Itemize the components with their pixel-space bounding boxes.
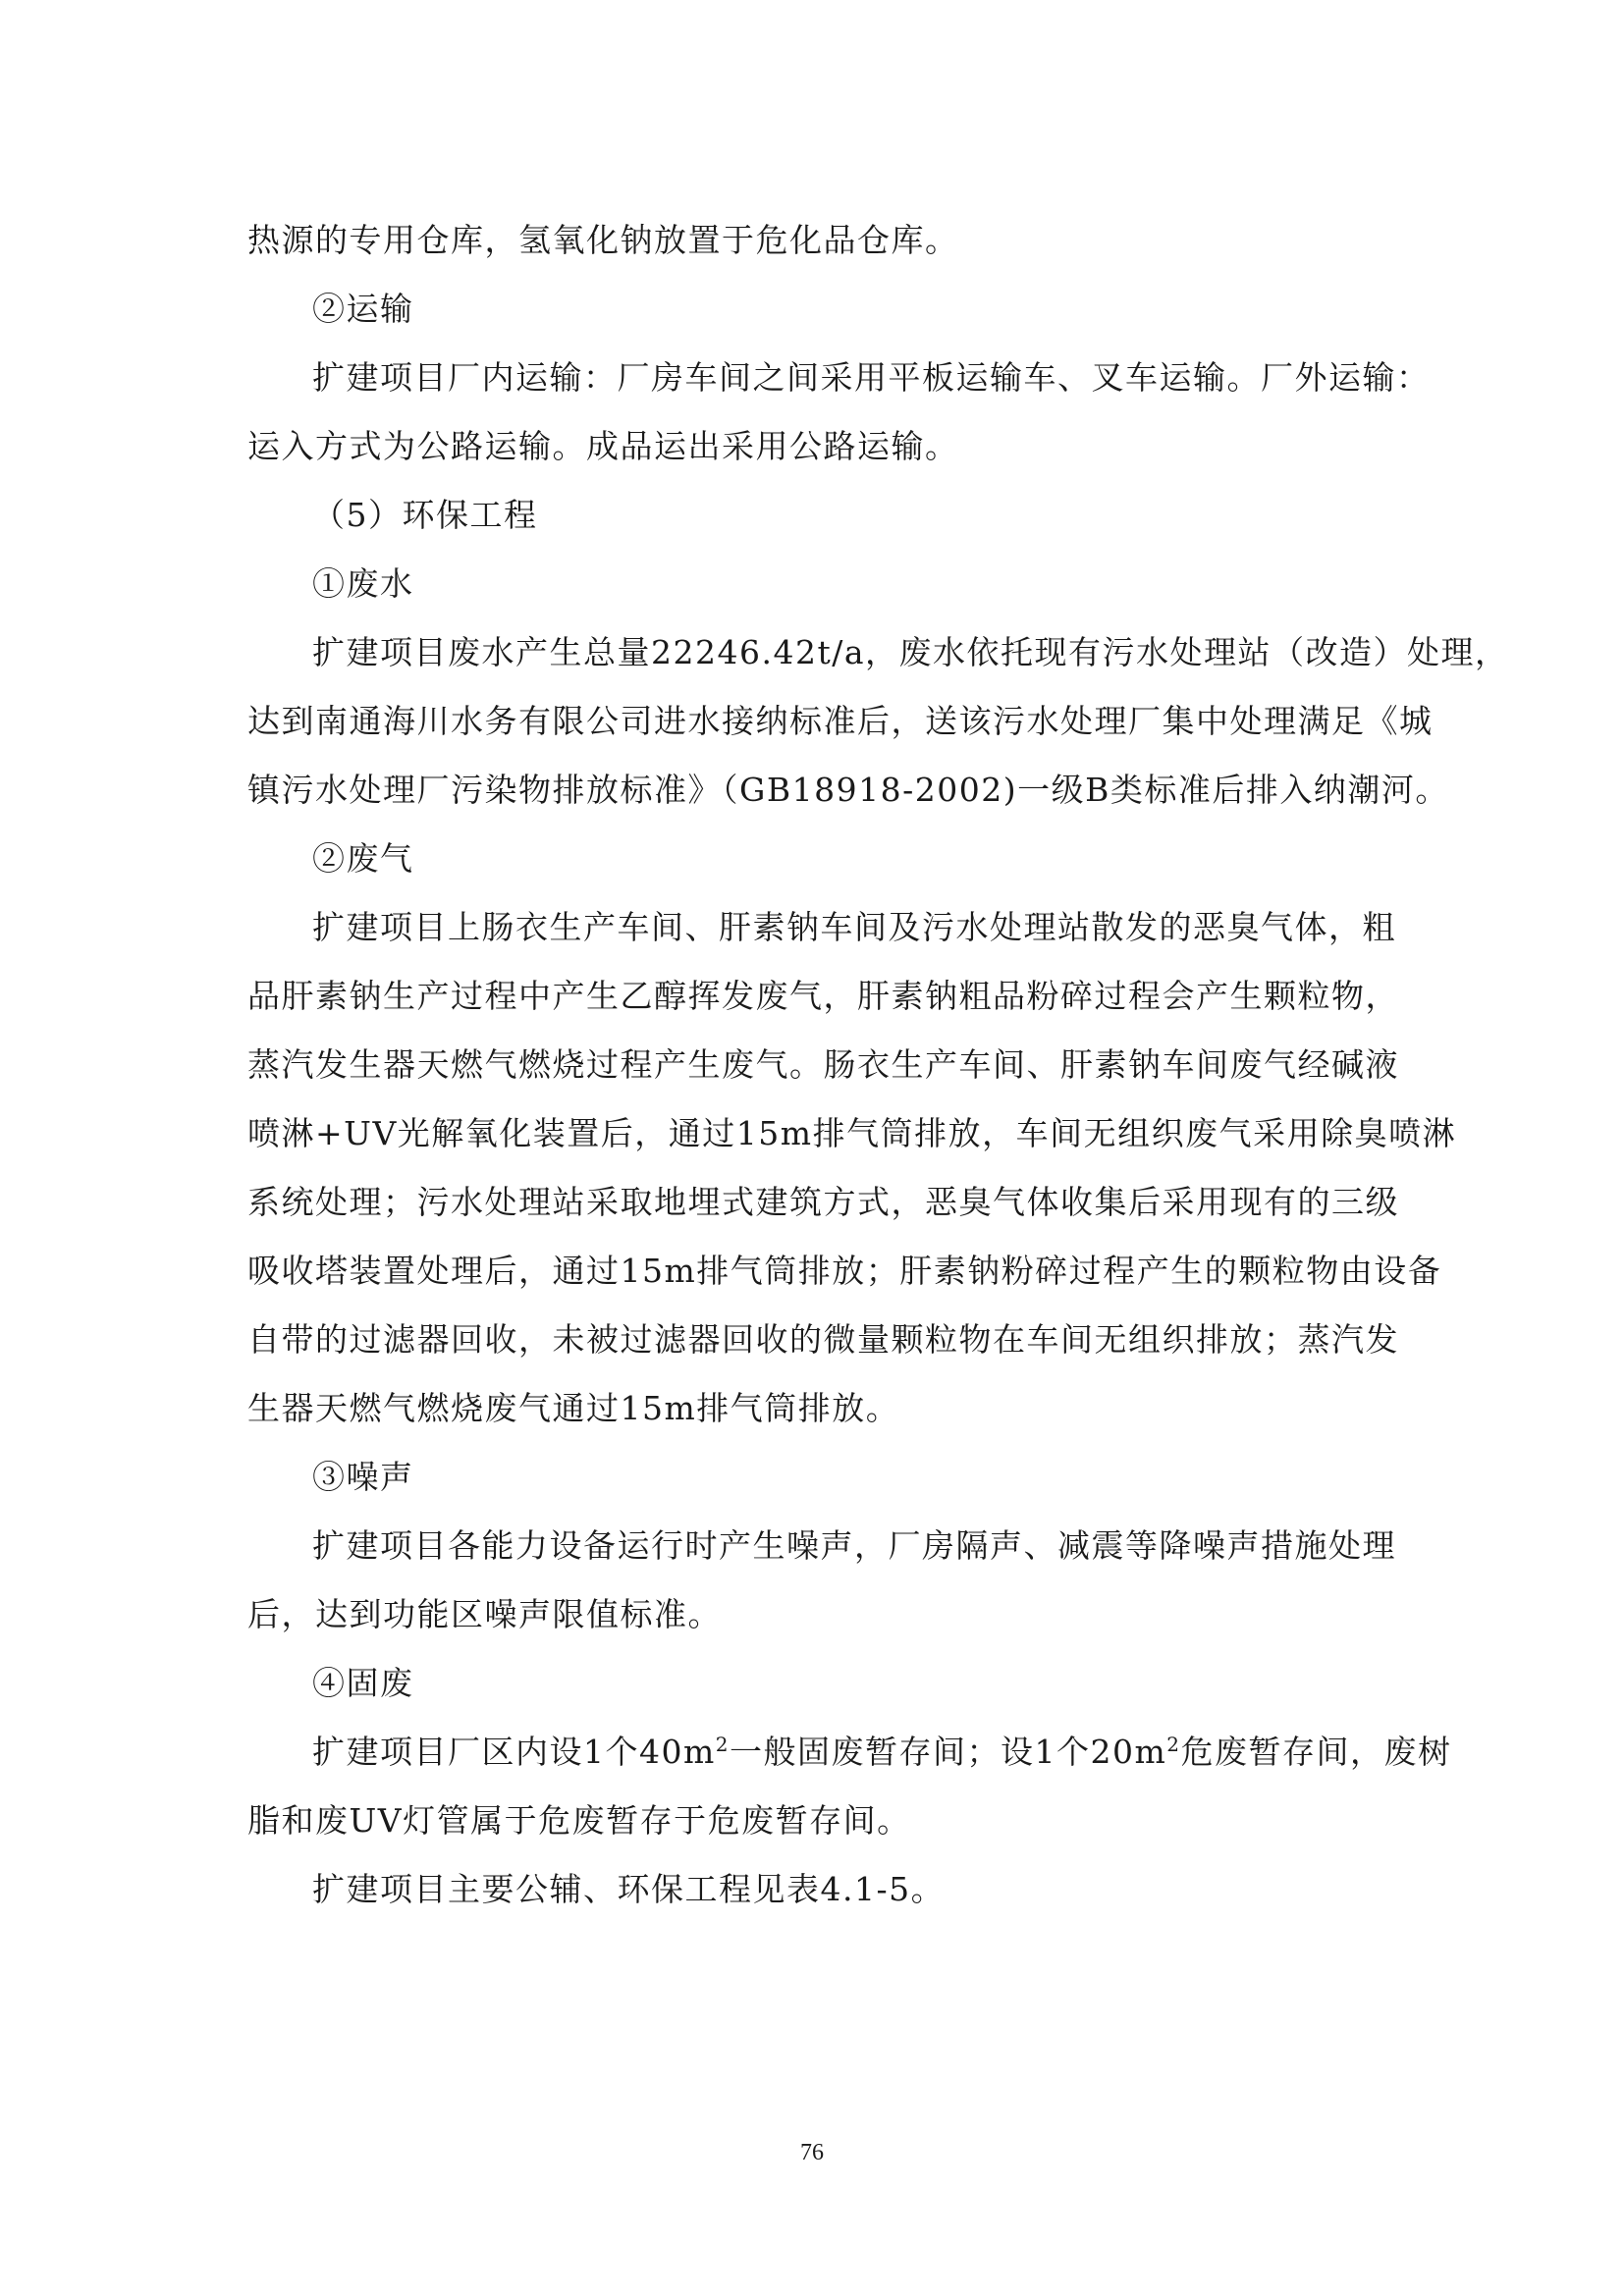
paragraph-line: 脂和废UV灯管属于危废暂存于危废暂存间。 [247,1801,911,1840]
paragraph-line: 喷淋+UV光解氧化装置后，通过15m排气筒排放，车间无组织废气采用除臭喷淋 [247,1114,1457,1152]
text-segment: 危废暂存间，废树 [1180,1733,1452,1771]
paragraph-line: 扩建项目上肠衣生产车间、肝素钠车间及污水处理站散发的恶臭气体，粗 [312,908,1396,946]
paragraph-line: 生器天燃气燃烧废气通过15m排气筒排放。 [247,1389,900,1427]
paragraph-line: 镇污水处理厂污染物排放标准》（GB18918-2002)一级B类标准后排入纳潮河。 [247,771,1449,809]
paragraph-line: 运入方式为公路运输。成品运出采用公路运输。 [247,427,959,465]
paragraph-line: 扩建项目主要公辅、环保工程见表4.1-5。 [312,1870,946,1908]
text-segment: 扩建项目厂区内设1个40m [312,1733,716,1771]
paragraph-line: 品肝素钠生产过程中产生乙醇挥发废气，肝素钠粗品粉碎过程会产生颗粒物， [247,977,1399,1015]
subsection-heading-wastewater: ①废水 [312,564,414,603]
page-number: 76 [800,2140,824,2165]
paragraph-line: 吸收塔装置处理后，通过15m排气筒排放；肝素钠粉碎过程产生的颗粒物由设备 [247,1252,1442,1290]
superscript: 2 [715,1733,731,1756]
subsection-heading-noise: ③噪声 [312,1458,414,1496]
paragraph-line: 系统处理；污水处理站采取地埋式建筑方式，恶臭气体收集后采用现有的三级 [247,1183,1399,1221]
paragraph-line: 蒸汽发生器天燃气燃烧过程产生废气。肠衣生产车间、肝素钠车间废气经碱液 [247,1045,1399,1084]
body-text [247,206,1509,1924]
paragraph-line: 自带的过滤器回收，未被过滤器回收的微量颗粒物在车间无组织排放；蒸汽发 [247,1320,1399,1359]
superscript: 2 [1166,1733,1181,1756]
paragraph-line: 扩建项目厂内运输：厂房车间之间采用平板运输车、叉车运输。厂外运输： [312,358,1431,397]
paragraph-line: 后，达到功能区噪声限值标准。 [247,1595,722,1633]
subsection-heading-transport: ②运输 [312,290,414,328]
paragraph-line: 热源的专用仓库，氢氧化钠放置于危化品仓库。 [247,221,959,259]
text-segment: 一般固废暂存间；设1个20m [730,1733,1167,1771]
paragraph-line-with-superscripts [247,1718,1452,1787]
paragraph-line: 扩建项目各能力设备运行时产生噪声，厂房隔声、减震等降噪声措施处理 [312,1526,1396,1565]
paragraph-line: 扩建项目废水产生总量22246.42t/a，废水依托现有污水处理站（改造）处理， [312,633,1509,671]
paragraph-line: 达到南通海川水务有限公司进水接纳标准后，送该污水处理厂集中处理满足《城 [247,702,1434,740]
subsection-heading-solid-waste: ④固废 [312,1664,414,1702]
section-heading-environmental: （5）环保工程 [312,496,538,534]
subsection-heading-waste-gas: ②废气 [312,839,414,878]
